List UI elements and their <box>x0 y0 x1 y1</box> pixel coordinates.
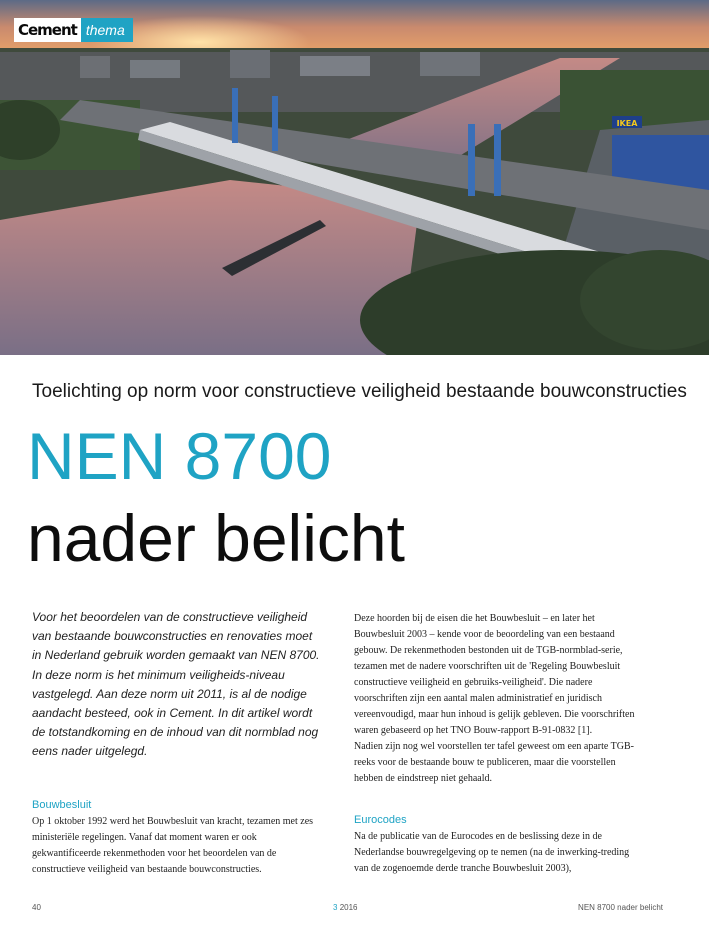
issue-info <box>333 903 357 912</box>
article-lead: Voor het beoordelen van de constructieve veiligheid van bestaande bouwconstructies en renovaties moet in Nederland gebruik worden gemaakt van NEN 8700. In deze norm is het minimum veiligheids-niveau vastgelegd. Aan deze norm uit 2011, is al de nodige aandacht besteed, ook in Cement. In dit artikel wordt de totstandkoming en de inhoud van dit normblad nog eens nader uitgelegd. <box>32 610 320 759</box>
article-subtitle: Toelichting op norm voor constructieve veiligheid bestaande bouwconstructies <box>32 381 687 402</box>
column-right-body <box>354 611 644 787</box>
column-left-body <box>32 814 322 878</box>
paragraph-bouwbesluit: Op 1 oktober 1992 werd het Bouwbesluit van kracht, tezamen met zes ministeriële regelingen. Vanaf dat moment waren er ook gekwantificeerde rekenmethoden voor het beoordelen van de constructieve veiligheid van bestaande bouwconstructies. <box>32 816 314 875</box>
section-heading-eurocodes: Eurocodes <box>354 814 407 826</box>
section-label: thema <box>81 18 133 42</box>
article-title-line1: NEN 8700 <box>27 419 332 493</box>
hero-photo <box>0 0 709 355</box>
paragraph-eurocodes: Na de publicatie van de Eurocodes en de beslissing deze in de Nederlandse bouwregelgeving op te nemen (na de inwerking-treding van de zogenoemde derde tranche Bouwbesluit 2003), <box>354 831 630 874</box>
article-title-line2: nader belicht <box>27 501 405 575</box>
bridge-aerial-photo <box>0 0 709 355</box>
section-badge <box>14 18 133 42</box>
issue-year: 2016 <box>339 903 358 912</box>
paragraph-tgb: Deze hoorden bij de eisen die het Bouwbesluit – en later het Bouwbesluit 2003 – kende voor de beoordeling van een bestaand gebouw. De rekenmethoden bestonden uit de TGB-normblad-serie, tezamen met de nadere voorschriften uit de 'Regeling Bouwbesluit constructieve veiligheid en gebruiks-veiligheid'. Die nadere voorschriften zijn een aantal malen administratief en juridisch vereenvoudigd, maar hun inhoud is gelijk gebleven. Die voorschriften waren gebaseerd op het TNO Bouw-rapport B-91-0832 [1]. <box>354 613 635 736</box>
ikea-sign: IKEA <box>616 119 638 128</box>
column-right-eurocodes <box>354 829 644 877</box>
magazine-logo: Cement <box>14 18 81 42</box>
page-number: 40 <box>32 903 41 912</box>
issue-number: 3 <box>333 903 338 912</box>
section-heading-bouwbesluit: Bouwbesluit <box>32 799 92 811</box>
paragraph-tgb-reeks: Nadien zijn nog wel voorstellen ter tafel geweest om een aparte TGB-reeks voor de bestaande bouw te publiceren, maar die voorstellen hebben de eindstreep niet gehaald. <box>354 741 634 784</box>
running-title: NEN 8700 nader belicht <box>578 903 663 912</box>
